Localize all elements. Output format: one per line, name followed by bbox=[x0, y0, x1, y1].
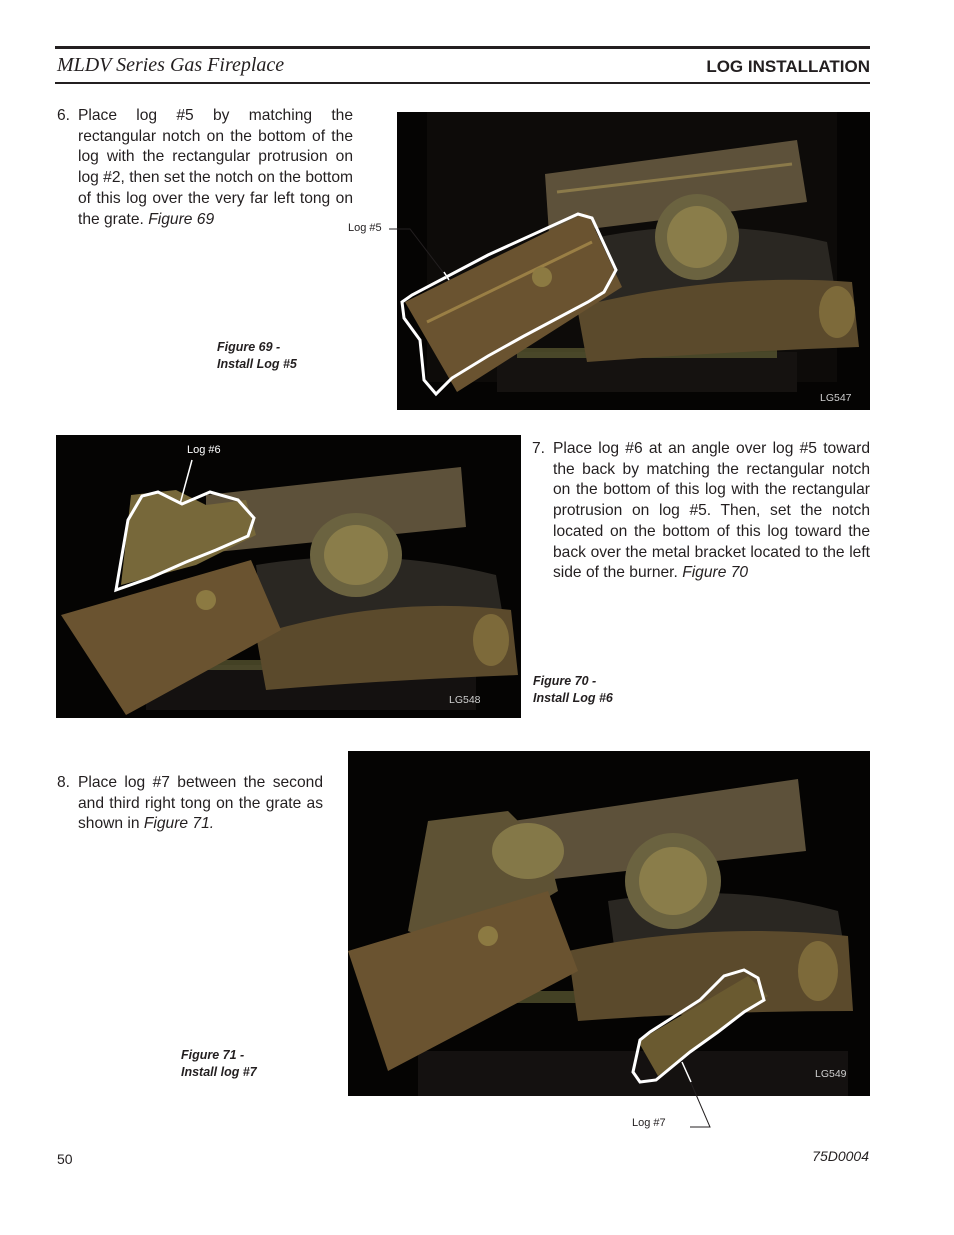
figure-69-caption: Figure 69 - Install Log #5 bbox=[217, 340, 297, 371]
step-number: 7. bbox=[532, 440, 546, 457]
step-number: 6. bbox=[57, 107, 71, 124]
page-number: 50 bbox=[57, 1151, 73, 1167]
callout-log-6: Log #6 bbox=[187, 444, 221, 456]
step-text: Place log #5 by matching the rectangular notch on the bottom of the log with the rectangular protrusion on log #2, then set the notch on the bottom of this log over the very far left tong on the grate. Figure 69 bbox=[78, 107, 353, 228]
figure-71-photo bbox=[348, 751, 870, 1096]
document-number: 75D0004 bbox=[812, 1148, 869, 1164]
header-bottom-rule bbox=[55, 82, 870, 84]
series-title: MLDV Series Gas Fireplace bbox=[57, 54, 285, 76]
figure-reference: Figure 71. bbox=[143, 815, 215, 833]
callout-log-7: Log #7 bbox=[632, 1117, 666, 1129]
section-title: LOG INSTALLATION bbox=[706, 57, 870, 76]
figure-69-photo-code: LG547 bbox=[820, 392, 852, 404]
figure-69-photo bbox=[397, 112, 870, 410]
step-8 bbox=[57, 773, 323, 835]
figure-70-caption: Figure 70 - Install Log #6 bbox=[533, 674, 613, 705]
figure-70-photo-code: LG548 bbox=[449, 694, 481, 706]
step-number: 8. bbox=[57, 774, 71, 791]
step-6 bbox=[57, 106, 353, 230]
figure-reference: Figure 70 bbox=[682, 564, 749, 582]
callout-log-5: Log #5 bbox=[348, 222, 382, 234]
step-7 bbox=[532, 439, 870, 584]
figure-70-photo bbox=[56, 435, 521, 718]
figure-71-caption: Figure 71 - Install log #7 bbox=[181, 1048, 257, 1079]
step-text: Place log #7 between the second and third right tong on the grate as shown in Figure 71. bbox=[78, 774, 323, 833]
step-text: Place log #6 at an angle over log #5 toward the back by matching the rectangular notch on the bottom of this log with the rectangular protrusion on log #5. Then, set the notch located on the bottom of this log toward the back over the metal bracket located to the left side of the burner. Figure 70 bbox=[553, 440, 870, 582]
figure-reference: Figure 69 bbox=[148, 210, 215, 228]
figure-71-photo-code: LG549 bbox=[815, 1068, 847, 1080]
header-top-rule bbox=[55, 46, 870, 49]
